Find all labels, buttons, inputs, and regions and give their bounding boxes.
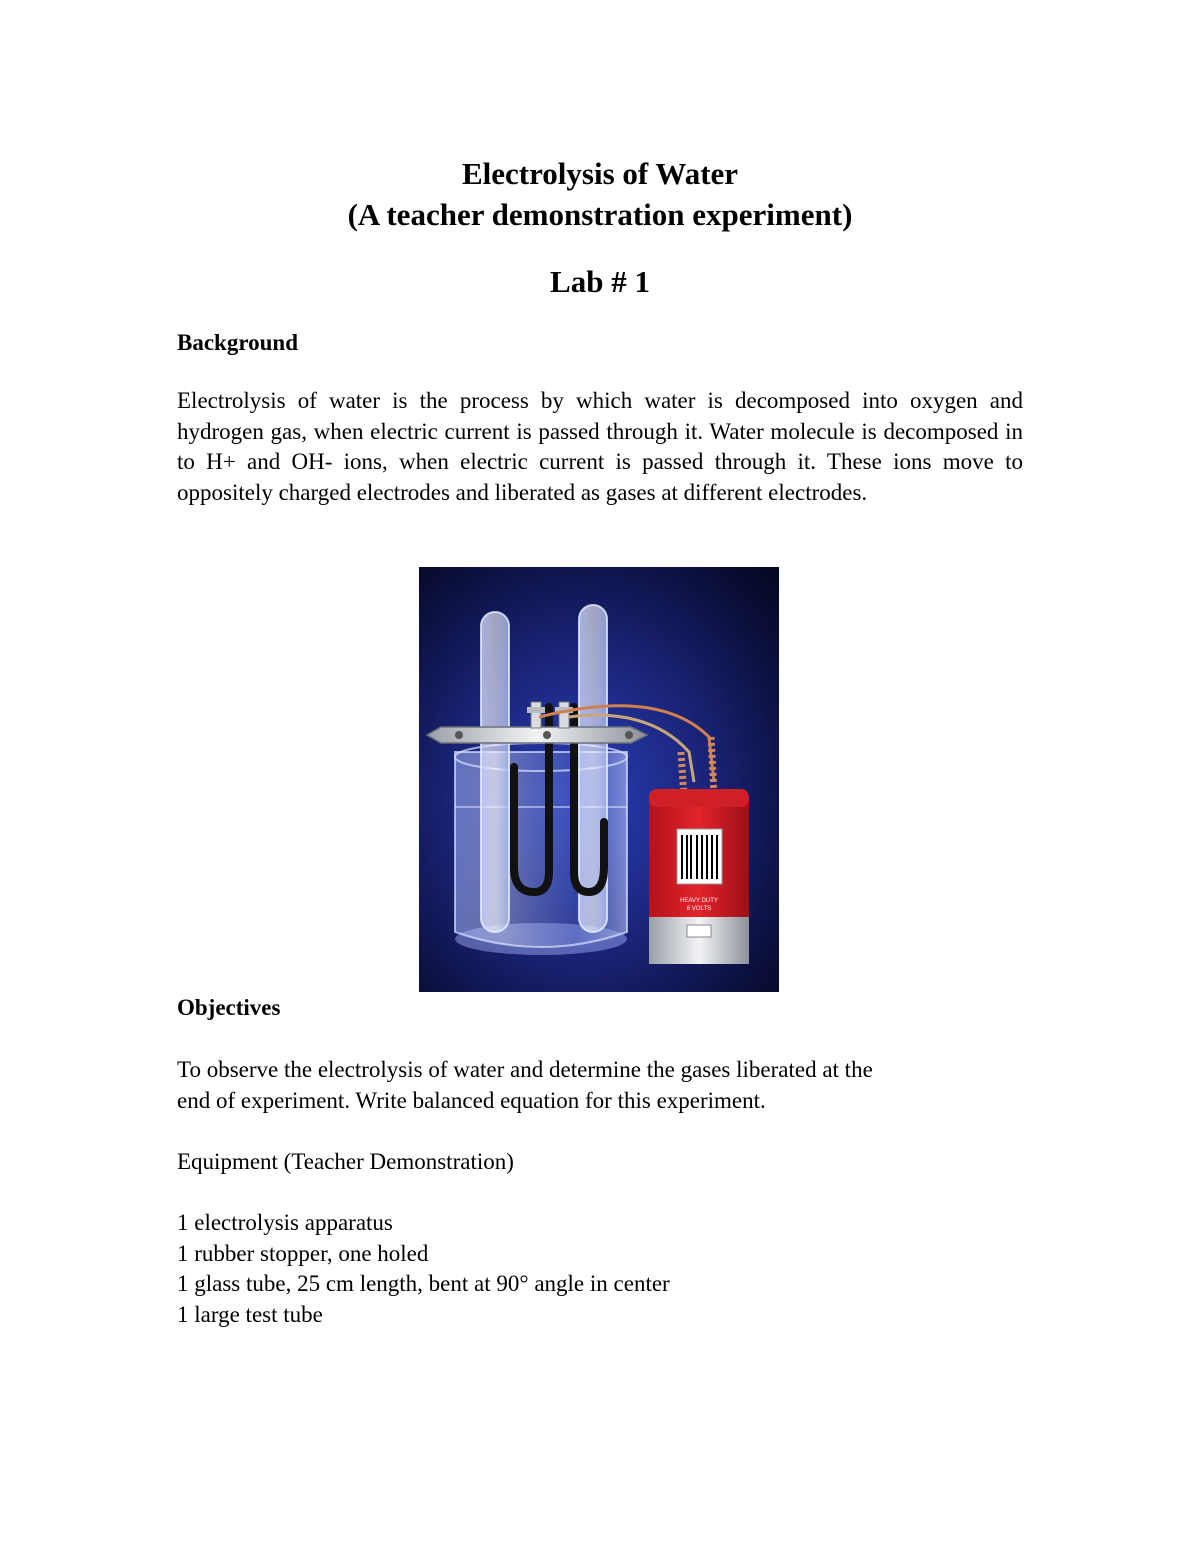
objectives-heading: Objectives <box>177 995 281 1020</box>
battery-barcode-label <box>677 829 722 884</box>
equipment-item: 1 large test tube <box>177 1302 323 1327</box>
document-title: Electrolysis of Water <box>461 156 739 191</box>
battery-label-line2: 6 VOLTS <box>686 906 712 912</box>
equipment-item: 1 electrolysis apparatus <box>177 1210 393 1235</box>
equipment-item: 1 rubber stopper, one holed <box>177 1241 429 1266</box>
battery-base <box>649 917 749 964</box>
equipment-item: 1 glass tube, 25 cm length, bent at 90° angle in center <box>177 1271 670 1296</box>
background-heading: Background <box>177 330 299 355</box>
document-subtitle: (A teacher demonstration experiment) <box>347 197 853 232</box>
battery-label-line1: HEAVY DUTY <box>680 898 718 904</box>
background-paragraph: Electrolysis of water is the process by which water is decomposed into oxygen and hydrogen gas, when electric current is passed through it. Water molecule is decomposed in to H+ and OH- ions, when electric current is passed through it. These ions move to oppositely charged electrodes and liberated as gases at different electrodes. <box>177 388 1023 505</box>
objectives-line-2: end of experiment. Write balanced equation for this experiment. <box>177 1088 766 1113</box>
left-collection-tube <box>481 612 509 932</box>
terminal-right <box>559 702 569 728</box>
objectives-line-1: To observe the electrolysis of water and determine the gases liberated at the <box>177 1057 873 1082</box>
equipment-heading: Equipment (Teacher Demonstration) <box>177 1149 514 1174</box>
lab-number: Lab # 1 <box>550 264 650 299</box>
terminal-left <box>531 702 541 728</box>
electrolysis-apparatus-photo <box>419 567 779 992</box>
apparatus-illustration <box>419 567 779 992</box>
